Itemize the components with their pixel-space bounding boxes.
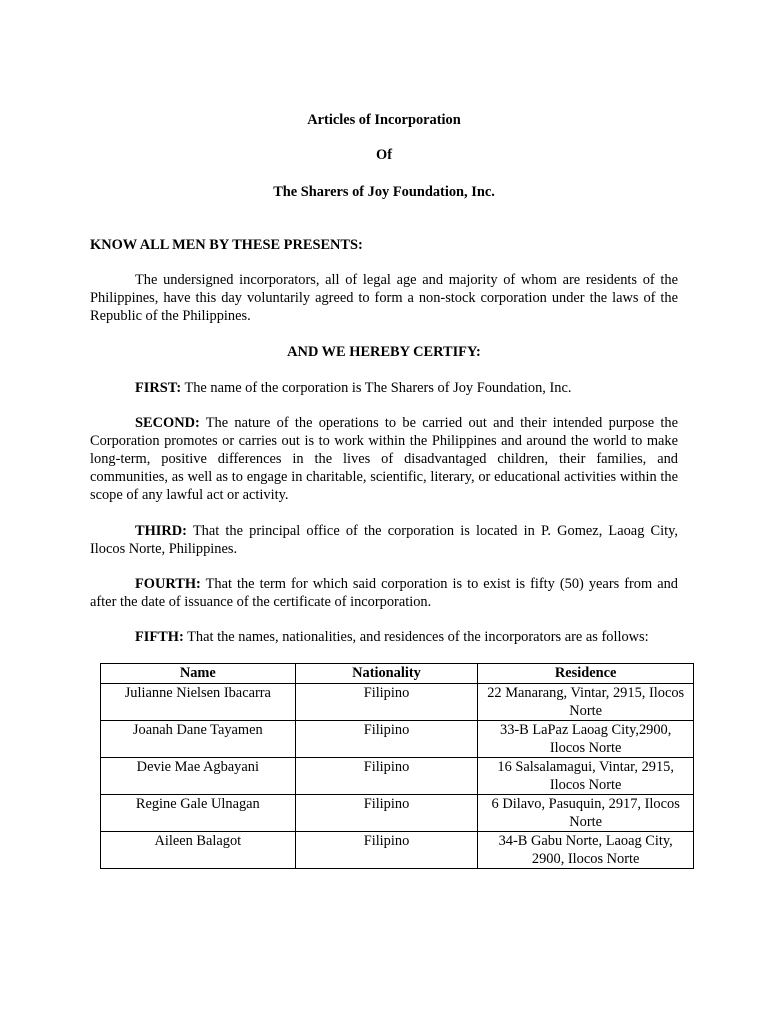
article-fourth: [90, 575, 678, 611]
know-all-men-heading: KNOW ALL MEN BY THESE PRESENTS:: [90, 237, 363, 253]
table-row: [101, 684, 694, 721]
cell-nationality: Filipino: [295, 758, 478, 795]
table-row: [101, 758, 694, 795]
cell-residence: 22 Manarang, Vintar, 2915, Ilocos Norte: [478, 684, 694, 721]
document-title-of: Of: [376, 147, 392, 163]
column-header-nationality: Nationality: [295, 664, 478, 684]
article-first-label: FIRST:: [135, 380, 182, 396]
incorporators-table: [100, 663, 694, 869]
table-row: [101, 795, 694, 832]
table-row: [101, 721, 694, 758]
article-third: [90, 522, 678, 558]
article-fifth-label: FIFTH:: [135, 629, 184, 645]
article-fifth-text: That the names, nationalities, and residences of the incorporators are as follows:: [183, 629, 649, 645]
cell-nationality: Filipino: [295, 795, 478, 832]
certify-heading: AND WE HEREBY CERTIFY:: [287, 344, 481, 360]
article-second-label: SECOND:: [135, 415, 200, 431]
table-header-row: [101, 664, 694, 684]
column-header-residence: Residence: [478, 664, 694, 684]
cell-name: Aileen Balagot: [101, 832, 296, 869]
article-fourth-label: FOURTH:: [135, 576, 201, 592]
cell-nationality: Filipino: [295, 721, 478, 758]
corporation-name-title: The Sharers of Joy Foundation, Inc.: [273, 184, 495, 200]
article-first: [90, 379, 678, 397]
cell-name: Regine Gale Ulnagan: [101, 795, 296, 832]
article-first-text: The name of the corporation is The Sharers of Joy Foundation, Inc.: [181, 380, 572, 396]
cell-name: Julianne Nielsen Ibacarra: [101, 684, 296, 721]
cell-nationality: Filipino: [295, 684, 478, 721]
cell-residence: 34-B Gabu Norte, Laoag City, 2900, Ilocos Norte: [478, 832, 694, 869]
article-third-label: THIRD:: [135, 523, 187, 539]
document-title: Articles of Incorporation: [307, 112, 461, 128]
cell-name: Joanah Dane Tayamen: [101, 721, 296, 758]
cell-residence: 16 Salsalamagui, Vintar, 2915, Ilocos Norte: [478, 758, 694, 795]
cell-name: Devie Mae Agbayani: [101, 758, 296, 795]
article-second-text: The nature of the operations to be carried out and their intended purpose the Corporation promotes or carries out is to work within the Philippines and around the world to make long-term, positive differences in the lives of disadvantaged children, their families, and communities, as well as to engage in charitable, scientific, literary, or educational activities within the scope of any lawful act or activity.: [90, 415, 678, 503]
article-fifth: [90, 628, 678, 646]
cell-residence: 6 Dilavo, Pasuquin, 2917, Ilocos Norte: [478, 795, 694, 832]
cell-nationality: Filipino: [295, 832, 478, 869]
cell-residence: 33-B LaPaz Laoag City,2900, Ilocos Norte: [478, 721, 694, 758]
article-fourth-text: That the term for which said corporation is to exist is fifty (50) years from and after the date of issuance of the certificate of incorporation.: [90, 576, 678, 610]
intro-paragraph: The undersigned incorporators, all of legal age and majority of whom are residents of the Philippines, have this day voluntarily agreed to form a non-stock corporation under the laws of the Republic of the Philippines.: [90, 272, 678, 324]
article-third-text: That the principal office of the corporation is located in P. Gomez, Laoag City, Ilocos Norte, Philippines.: [90, 523, 678, 557]
article-second: [90, 414, 678, 504]
table-row: [101, 832, 694, 869]
column-header-name: Name: [101, 664, 296, 684]
